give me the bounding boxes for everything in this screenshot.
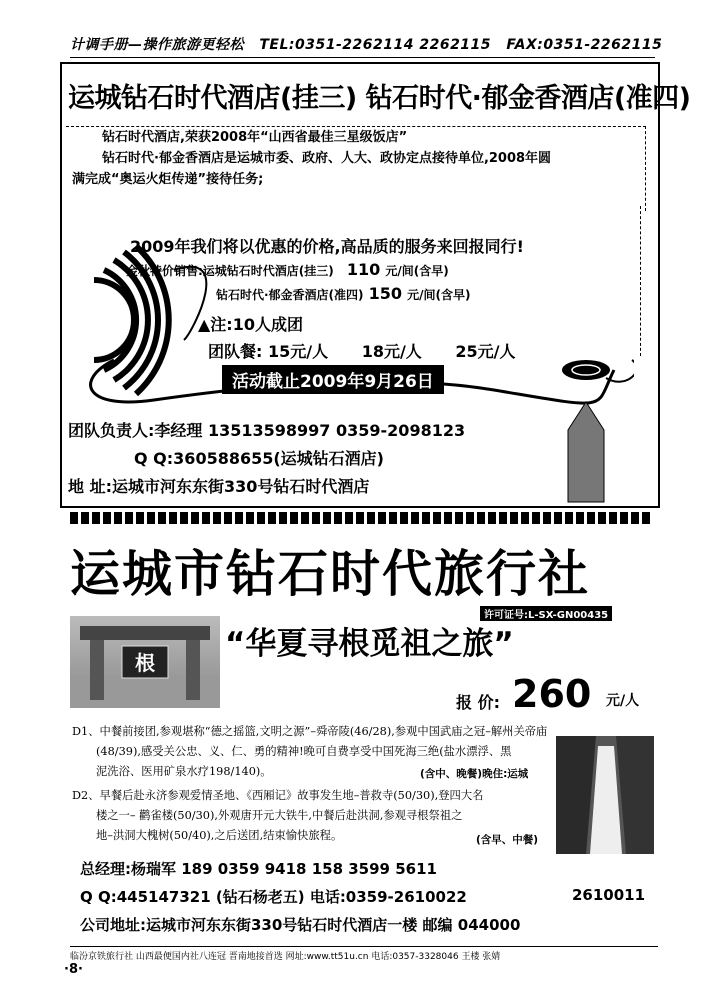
meal-price-3: 25元/人 bbox=[455, 342, 516, 361]
meal-price-2: 18元/人 bbox=[361, 342, 422, 361]
d2-line-3: 地–洪洞大槐树(50/40),之后送团,结束愉快旅程。 bbox=[96, 829, 343, 842]
section-divider bbox=[70, 512, 650, 524]
hotel-title: 运城钻石时代酒店(挂三) 钻石时代·郁金香酒店(准四) bbox=[68, 83, 691, 114]
d1-note: (含中、晚餐)晚住:运城 bbox=[420, 768, 529, 780]
group-note: ▲注:10人成团 bbox=[198, 315, 303, 334]
d1-line-1: D1、中餐前接团,参观堪称“德之摇篮,文明之源”–舜帝陵(46/28),参观中国武庙之冠–解州关帝庙 bbox=[72, 725, 548, 738]
d1-line-2: (48/39),感受关公忠、义、仁、勇的精神!晚可自费享受中国死海三绝(盐水漂浮、黑 bbox=[96, 745, 512, 758]
tour-price-label: 报 价: bbox=[456, 693, 500, 712]
price2-unit: 元/间(含早) bbox=[407, 288, 471, 302]
agency-phone-2: 2610011 bbox=[572, 886, 646, 904]
price1-label: 金秋特价销售:运城钻石时代酒店(挂三) bbox=[126, 264, 334, 278]
tour-price-unit: 元/人 bbox=[606, 693, 640, 709]
up-arrow-icon bbox=[564, 400, 608, 504]
hotel-honor-1: 钻石时代酒店,荣获2008年“山西省最佳三星级饭店” bbox=[102, 130, 408, 145]
price-line-2 bbox=[216, 284, 470, 303]
hotel-honor-2b: 满完成“奥运火炬传递”接待任务; bbox=[72, 172, 264, 187]
hotel-honor-2a: 钻石时代·郁金香酒店是运城市委、政府、人大、政协定点接待单位,2008年圆 bbox=[102, 151, 552, 166]
price1-value: 110 bbox=[346, 260, 381, 279]
deadline-banner: 活动截止2009年9月26日 bbox=[222, 365, 444, 394]
header-slogan: 计调手册—操作旅游更轻松 bbox=[70, 37, 244, 53]
page-header bbox=[70, 34, 663, 58]
manager-line: 总经理:杨瑞军 189 0359 9418 158 3599 5611 bbox=[80, 860, 437, 878]
page-footer: 临汾京铁旅行社 山西最便国内社八连冠 晋南地接首选 网址:www.tt51u.cn 电话:0357-3328046 王楼 张婧 bbox=[70, 946, 658, 962]
meal-label: 团队餐: bbox=[208, 342, 263, 361]
tour-price-value: 260 bbox=[512, 672, 592, 716]
price2-label: 钻石时代·郁金香酒店(准四) bbox=[216, 288, 364, 302]
hotel-honor-box bbox=[66, 126, 646, 211]
header-fax: FAX:0351-2262115 bbox=[506, 37, 663, 53]
agency-address: 公司地址:运城市河东东街330号钻石时代酒店一楼 邮编 044000 bbox=[80, 916, 521, 934]
gate-sign: 根 bbox=[135, 651, 155, 675]
hotel-address: 地 址:运城市河东东街330号钻石时代酒店 bbox=[68, 477, 370, 496]
price2-value: 150 bbox=[368, 284, 403, 303]
agency-qq-line: Q Q:445147321 (钻石杨老五) 电话:0359-2610022 bbox=[80, 888, 467, 906]
meal-line bbox=[208, 339, 516, 362]
d2-line-2: 楼之一– 鹳雀楼(50/30),外观唐开元大铁牛,中餐后赴洪洞,参观寻根祭祖之 bbox=[96, 809, 463, 822]
memorial-gate-image bbox=[70, 616, 220, 708]
agency-name: 运城市钻石时代旅行社 bbox=[70, 544, 590, 603]
license-number: 许可证号:L-SX-GN00435 bbox=[480, 606, 612, 621]
hotel-contact-person: 团队负责人:李经理 13513598997 0359-2098123 bbox=[68, 421, 466, 440]
tour-title: “华夏寻根觅祖之旅” bbox=[225, 626, 514, 662]
hotel-qq: Q Q:360588655(运城钻石酒店) bbox=[134, 449, 384, 468]
d1-line-3: 泥洗浴、医用矿泉水疗198/140)。 bbox=[96, 765, 272, 778]
header-tel: TEL:0351-2262114 2262115 bbox=[259, 37, 492, 53]
d2-line-1: D2、早餐后赴永济参观爱情圣地、《西厢记》故事发生地–普救寺(50/30),登四大名 bbox=[72, 789, 484, 802]
page-number: ·8· bbox=[64, 962, 83, 977]
waterfall-image bbox=[556, 736, 654, 854]
price-line-1 bbox=[126, 260, 449, 279]
hotel-promo: 2009年我们将以优惠的价格,高品质的服务来回报同行! bbox=[130, 237, 524, 256]
price1-unit: 元/间(含早) bbox=[385, 264, 449, 278]
d2-note: (含早、中餐) bbox=[476, 834, 539, 846]
meal-price-1: 15元/人 bbox=[267, 342, 329, 361]
